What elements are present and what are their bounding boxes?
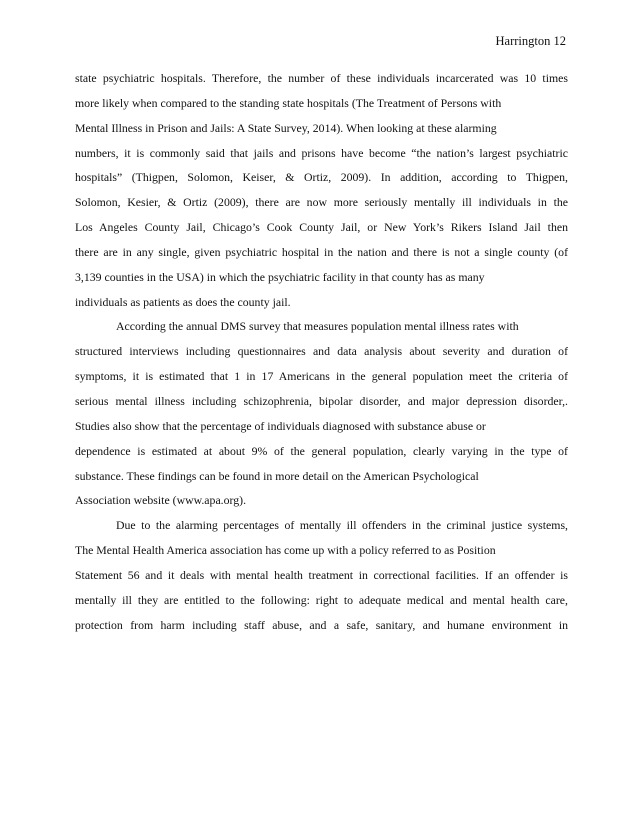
running-head: Harrington 12 — [495, 34, 566, 48]
paragraph-first-line: According the annual DMS survey that measures population mental illness rates with — [116, 319, 519, 334]
text-line: there are in any single, given psychiatric hospital in the nation and there is not a single county (of — [75, 244, 568, 259]
text-line: symptoms, it is estimated that 1 in 17 Americans in the general population meet the criteria of — [75, 369, 568, 384]
text-line: Statement 56 and it deals with mental health treatment in correctional facilities. If an offender is — [75, 567, 568, 582]
text-line: Studies also show that the percentage of individuals diagnosed with substance abuse or — [75, 418, 486, 433]
text-line: protection from harm including staff abuse, and a safe, sanitary, and humane environment in — [75, 617, 568, 632]
text-line: serious mental illness including schizophrenia, bipolar disorder, and major depression disorder,. — [75, 393, 568, 408]
text-line: individuals as patients as does the county jail. — [75, 294, 291, 309]
paragraph-first-line: Due to the alarming percentages of mentally ill offenders in the criminal justice systems, — [116, 518, 568, 533]
text-line: Solomon, Kesier, & Ortiz (2009), there are now more seriously mentally ill individuals in the — [75, 195, 568, 210]
text-line: more likely when compared to the standing state hospitals (The Treatment of Persons with — [75, 95, 502, 110]
text-line: Los Angeles County Jail, Chicago’s Cook County Jail, or New York’s Rikers Island Jail then — [75, 220, 568, 235]
text-line: hospitals” (Thigpen, Solomon, Keiser, & Ortiz, 2009). In addition, according to Thigpen, — [75, 170, 568, 185]
text-line: Mental Illness in Prison and Jails: A State Survey, 2014). When looking at these alarming — [75, 120, 497, 135]
text-line: state psychiatric hospitals. Therefore, the number of these individuals incarcerated was 10 times — [75, 71, 568, 85]
body-text — [75, 66, 568, 637]
text-line: Association website (www.apa.org). — [75, 493, 247, 508]
text-line: mentally ill they are entitled to the following: right to adequate medical and mental health care, — [75, 592, 568, 607]
text-line: dependence is estimated at about 9% of the general population, clearly varying in the type of — [75, 443, 568, 458]
text-line: 3,139 counties in the USA) in which the psychiatric facility in that county has as many — [75, 269, 485, 284]
text-line: numbers, it is commonly said that jails and prisons have become “the nation’s largest psychiatric — [75, 145, 568, 160]
text-line: structured interviews including questionnaires and data analysis about severity and duration of — [75, 344, 568, 359]
text-line: The Mental Health America association has come up with a policy referred to as Position — [75, 543, 496, 558]
text-line: substance. These findings can be found in more detail on the American Psychological — [75, 468, 479, 483]
